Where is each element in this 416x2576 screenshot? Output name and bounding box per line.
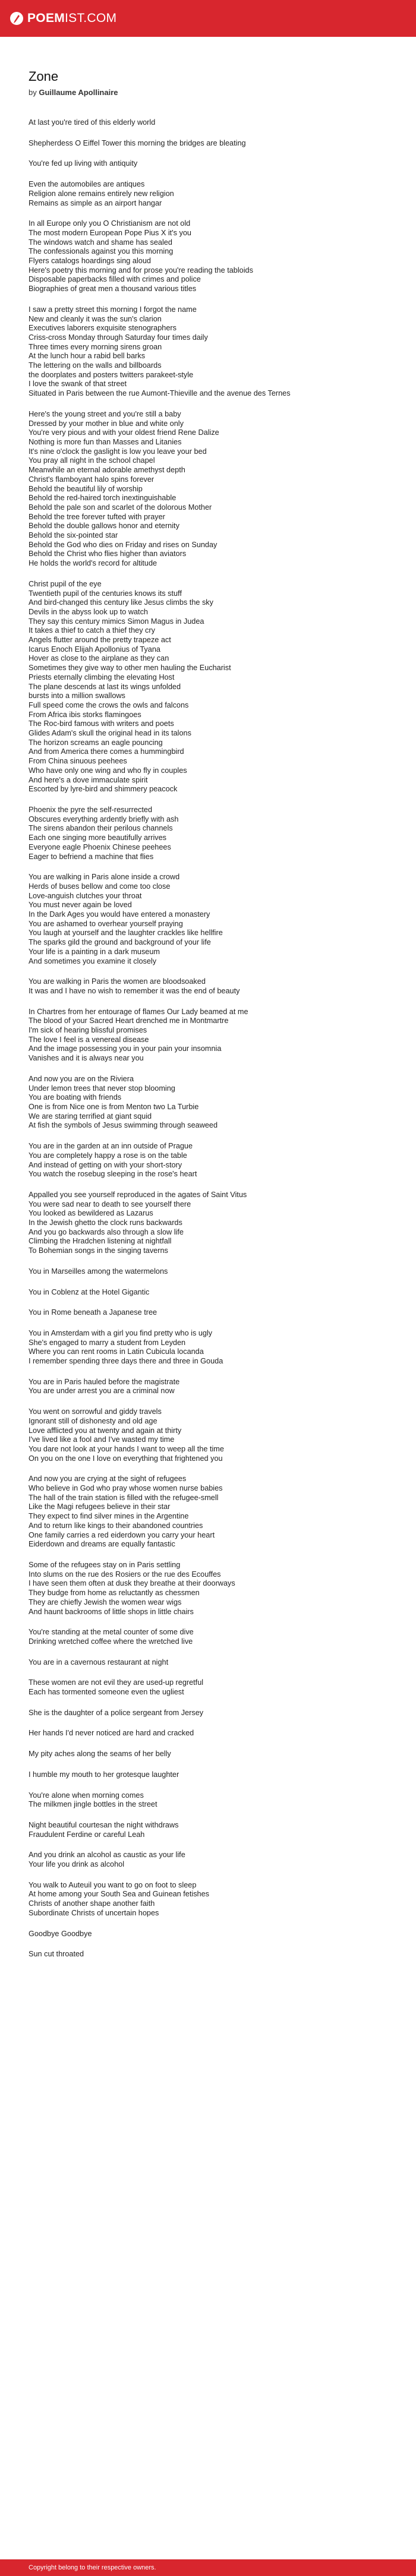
poem-stanza <box>29 806 391 861</box>
poem-line: Behold the pale son and scarlet of the dolorous Mother <box>29 503 212 512</box>
poem-line: Behold the God who dies on Friday and rises on Sunday <box>29 540 218 549</box>
stanza-gap <box>29 1131 391 1142</box>
poem-line: You walk to Auteuil you want to go on foot to sleep <box>29 1880 197 1889</box>
poem-line: Flyers catalogs hoardings sing aloud <box>29 257 151 266</box>
poem-line: Criss-cross Monday through Saturday four times daily <box>29 333 208 342</box>
poem-stanza <box>29 873 391 966</box>
poem-line: Your life you drink as alcohol <box>29 1860 125 1869</box>
poem-stanza <box>29 1950 391 1959</box>
poem-line: She's engaged to marry a student from Leyden <box>29 1338 186 1347</box>
poem-line: You are in a cavernous restaurant at night <box>29 1658 169 1666</box>
site-header <box>0 0 416 37</box>
poem-line: And to return like kings to their abandoned countries <box>29 1521 203 1530</box>
poem-line: Subordinate Christs of uncertain hopes <box>29 1908 159 1917</box>
poem-line: Behold the beautiful lily of worship <box>29 484 143 493</box>
poem-line: They expect to find silver mines in the Argentine <box>29 1512 189 1521</box>
poem-line: You watch the rosebug sleeping in the rose's heart <box>29 1170 197 1179</box>
poem-line: She is the daughter of a police sergeant from Jersey <box>29 1708 204 1717</box>
poem-line: You are in Paris hauled before the magistrate <box>29 1377 180 1386</box>
stanza-gap <box>29 1063 391 1075</box>
poem-line: You in Coblenz at the Hotel Gigantic <box>29 1287 150 1296</box>
stanza-gap <box>29 1396 391 1407</box>
poem-container <box>29 69 391 1959</box>
poem-line: Christs of another shape another faith <box>29 1899 155 1908</box>
poem-line: Love-anguish clutches your throat <box>29 891 142 900</box>
poem-byline <box>29 88 391 97</box>
poem-line: The hall of the train station is filled with the refugee-smell <box>29 1493 219 1502</box>
poem-line: Executives laborers exquisite stenographers <box>29 324 177 333</box>
poem-line: The Roc-bird famous with writers and poets <box>29 719 174 728</box>
poem-line: You are under arrest you are a criminal now <box>29 1387 175 1396</box>
poem-line: Biographies of great men a thousand various titles <box>29 285 197 293</box>
poem-line: And from America there comes a hummingbird <box>29 747 184 756</box>
poem-title: Zone <box>29 69 59 84</box>
poem-stanza <box>29 1770 391 1780</box>
poem-line: It was and I have no wish to remember it was the end of beauty <box>29 986 240 995</box>
poem-line: You're alone when morning comes <box>29 1791 144 1800</box>
poem-line: I remember spending three days there and three in Gouda <box>29 1357 223 1366</box>
stanza-gap <box>29 1318 391 1329</box>
poem-line: Your life is a painting in a dark museum <box>29 947 160 956</box>
poem-line: The windows watch and shame has sealed <box>29 238 172 247</box>
poem-line: You in Rome beneath a Japanese tree <box>29 1308 157 1317</box>
poem-line: On you on the one I love on everything that frightened you <box>29 1454 223 1463</box>
poem-line: Eiderdown and dreams are equally fantastic <box>29 1540 175 1549</box>
poem-stanza <box>29 1821 391 1839</box>
poem-line: Climbing the Hradchen listening at nightfall <box>29 1237 172 1246</box>
poem-stanza <box>29 410 391 569</box>
poem-line: You must never again be loved <box>29 901 132 910</box>
poem-line: Who believe in God who pray whose women nurse babies <box>29 1484 223 1493</box>
stanza-gap <box>29 399 391 410</box>
poem-line: To Bohemian songs in the singing taverns <box>29 1246 168 1255</box>
poem-line: Her hands I'd never noticed are hard and cracked <box>29 1729 194 1738</box>
poem-stanza <box>29 977 391 996</box>
brand-bold: POEM <box>27 11 65 25</box>
author-link[interactable]: Guillaume Apollinaire <box>39 88 118 97</box>
stanza-gap <box>29 1297 391 1308</box>
poem-line: Escorted by lyre-bird and shimmery peacock <box>29 785 178 794</box>
poem-line: The milkmen jingle bottles in the street <box>29 1800 157 1809</box>
poem-line: They budge from home as reluctantly as chessmen <box>29 1589 200 1598</box>
poem-line: My pity aches along the seams of her belly <box>29 1750 171 1759</box>
stanza-gap <box>29 1810 391 1821</box>
poem-line: You in Amsterdam with a girl you find pretty who is ugly <box>29 1328 213 1337</box>
poem-stanza <box>29 1075 391 1131</box>
stanza-gap <box>29 1870 391 1881</box>
poem-line: At fish the symbols of Jesus swimming through seaweed <box>29 1121 218 1130</box>
poem-stanza <box>29 1709 391 1718</box>
stanza-gap <box>29 1647 391 1658</box>
poem-line: And bird-changed this century like Jesus climbs the sky <box>29 598 213 607</box>
brand-light: IST.COM <box>65 11 117 25</box>
poem-line: Obscures everything ardently briefly with ash <box>29 815 179 823</box>
quill-icon <box>10 11 24 26</box>
poem-line: They say this century mimics Simon Magus in Judea <box>29 617 204 626</box>
poem-line: These women are not evil they are used-up regretful <box>29 1678 204 1687</box>
stanza-gap <box>29 1780 391 1791</box>
poem-line: Here's poetry this morning and for prose you're reading the tabloids <box>29 266 253 274</box>
stanza-gap <box>29 1277 391 1288</box>
poem-body <box>29 118 391 1959</box>
poem-line: Behold the Christ who flies higher than aviators <box>29 550 187 558</box>
site-logo[interactable] <box>10 11 116 26</box>
poem-line: In the Dark Ages you would have entered a monastery <box>29 910 210 919</box>
poem-stanza <box>29 1329 391 1366</box>
poem-stanza <box>29 1008 391 1063</box>
poem-line: Religion alone remains entirely new religion <box>29 189 174 198</box>
poem-stanza <box>29 305 391 399</box>
poem-stanza <box>29 1678 391 1697</box>
poem-line: You are walking in Paris alone inside a crowd <box>29 873 180 882</box>
stanza-gap <box>29 1179 391 1191</box>
poem-line: And you go backwards also through a slow life <box>29 1227 184 1236</box>
poem-line: Nothing is more fun than Masses and Litanies <box>29 437 182 446</box>
poem-line: Goodbye Goodbye <box>29 1929 92 1938</box>
poem-line: Eager to befriend a machine that flies <box>29 852 154 861</box>
poem-line: And the image possessing you in your pain your insomnia <box>29 1044 222 1053</box>
poem-stanza <box>29 1142 391 1179</box>
stanza-gap <box>29 1549 391 1561</box>
poem-line: One is from Nice one is from Menton two La Turbie <box>29 1102 199 1111</box>
poem-line: You're standing at the metal counter of some dive <box>29 1628 194 1637</box>
poem-line: Christ pupil of the eye <box>29 579 102 588</box>
stanza-gap <box>29 1667 391 1678</box>
poem-line: In Chartres from her entourage of flames Our Lady beamed at me <box>29 1007 248 1016</box>
stanza-gap <box>29 1617 391 1628</box>
poem-line: At last you're tired of this elderly world <box>29 118 156 127</box>
poem-line: And instead of getting on with your short-story <box>29 1160 182 1169</box>
poem-line: The confessionals against you this morning <box>29 247 174 256</box>
poem-stanza <box>29 1308 391 1318</box>
poem-line: Three times every morning sirens groan <box>29 342 162 351</box>
stanza-gap <box>29 1738 391 1750</box>
poem-line: the doorplates and posters twitters parakeet-style <box>29 370 194 379</box>
poem-line: Appalled you see yourself reproduced in the agates of Saint Vitus <box>29 1190 247 1199</box>
stanza-gap <box>29 148 391 159</box>
poem-line: I saw a pretty street this morning I forgot the name <box>29 305 197 314</box>
poem-line: You dare not look at your hands I want to weep all the time <box>29 1444 224 1453</box>
poem-line: Where you can rent rooms in Latin Cubicula locanda <box>29 1347 204 1356</box>
poem-line: Devils in the abyss look up to watch <box>29 607 148 616</box>
poem-line: Each has tormented someone even the ugliest <box>29 1688 184 1697</box>
poem-line: You laugh at yourself and the laughter crackles like hellfire <box>29 929 223 937</box>
poem-stanza <box>29 219 391 294</box>
poem-stanza <box>29 1658 391 1668</box>
poem-line: Behold the six-pointed star <box>29 531 118 540</box>
poem-line: It takes a thief to catch a thief they cry <box>29 626 155 635</box>
poem-line: And haunt backrooms of little shops in little chairs <box>29 1607 194 1616</box>
poem-line: You are completely happy a rose is on the table <box>29 1151 187 1160</box>
poem-stanza <box>29 159 391 169</box>
stanza-gap <box>29 794 391 806</box>
poem-line: The sirens abandon their perilous channels <box>29 824 173 833</box>
poem-line: I humble my mouth to her grotesque laughter <box>29 1770 179 1779</box>
poem-line: At home among your South Sea and Guinean fetishes <box>29 1890 209 1899</box>
poem-line: The lettering on the walls and billboards <box>29 361 162 370</box>
poem-stanza <box>29 180 391 208</box>
poem-line: The blood of your Sacred Heart drenched me in Montmartre <box>29 1016 229 1025</box>
poem-line: Angels flutter around the pretty trapeze act <box>29 636 171 645</box>
poem-line: Meanwhile an eternal adorable amethyst depth <box>29 466 185 475</box>
poem-line: Everyone eagle Phoenix Chinese peehees <box>29 842 171 851</box>
stanza-gap <box>29 1939 391 1950</box>
byline-prefix: by <box>29 88 39 97</box>
poem-line: I have seen them often at dusk they breathe at their doorways <box>29 1579 235 1588</box>
poem-line: Behold the red-haired torch inextinguishable <box>29 494 177 503</box>
poem-stanza <box>29 1191 391 1256</box>
poem-line: Shepherdess O Eiffel Tower this morning the bridges are bleating <box>29 138 246 147</box>
stanza-gap <box>29 1256 391 1267</box>
poem-line: Some of the refugees stay on in Paris settling <box>29 1561 181 1569</box>
poem-line: Hover as close to the airplane as they can <box>29 654 169 663</box>
poem-line: He holds the world's record for altitude <box>29 559 157 568</box>
stanza-gap <box>29 569 391 580</box>
poem-stanza <box>29 1288 391 1298</box>
stanza-gap <box>29 128 391 139</box>
poem-stanza <box>29 1851 391 1869</box>
poem-line: Christ's flamboyant halo spins forever <box>29 475 155 484</box>
poem-line: Ignorant still of dishonesty and old age <box>29 1416 157 1425</box>
poem-line: Vanishes and it is always near you <box>29 1054 144 1063</box>
poem-stanza <box>29 1407 391 1463</box>
poem-line: Full speed come the crows the owls and falcons <box>29 700 189 709</box>
poem-stanza <box>29 1475 391 1549</box>
poem-stanza <box>29 1729 391 1738</box>
poem-line: New and cleanly it was the sun's clarion <box>29 314 162 323</box>
poem-line: Fraudulent Ferdine or careful Leah <box>29 1830 145 1839</box>
stanza-gap <box>29 966 391 977</box>
poem-line: Behold the double gallows honor and eternity <box>29 522 179 531</box>
poem-line: Disposable paperbacks filled with crimes and police <box>29 275 201 284</box>
poem-line: Into slums on the rue des Rosiers or the rue des Ecouffes <box>29 1570 221 1579</box>
poem-stanza <box>29 580 391 794</box>
poem-line: One family carries a red eiderdown you carry your heart <box>29 1530 215 1539</box>
stanza-gap <box>29 996 391 1008</box>
poem-line: Each one singing more beautifully arrives <box>29 834 167 842</box>
poem-line: And now you are on the Riviera <box>29 1074 134 1083</box>
poem-line: They are chiefly Jewish the women wear wigs <box>29 1598 182 1606</box>
poem-line: In the Jewish ghetto the clock runs backwards <box>29 1218 182 1227</box>
poem-line: Herds of buses bellow and come too close <box>29 882 171 891</box>
poem-line: We are staring terrified at giant squid <box>29 1112 152 1120</box>
poem-line: You looked as bewildered as Lazarus <box>29 1209 153 1218</box>
stanza-gap <box>29 1718 391 1729</box>
poem-line: Priests eternally climbing the elevating Host <box>29 673 175 681</box>
poem-line: Like the Magi refugees believe in their star <box>29 1502 171 1511</box>
poem-line: Sometimes they give way to other men hauling the Eucharist <box>29 664 231 673</box>
poem-line: The love I feel is a venereal disease <box>29 1035 149 1044</box>
poem-line: bursts into a million swallows <box>29 692 125 700</box>
poem-stanza <box>29 1378 391 1396</box>
stanza-gap <box>29 169 391 180</box>
poem-line: It's nine o'clock the gaslight is low you leave your bed <box>29 447 207 456</box>
stanza-gap <box>29 1463 391 1475</box>
poem-line: You're very pious and with your oldest friend Rene Dalize <box>29 428 219 437</box>
poem-line: Here's the young street and you're still a baby <box>29 409 181 418</box>
poem-line: Who have only one wing and who fly in couples <box>29 766 187 775</box>
footer-copyright: Copyright belong to their respective owners. <box>29 2564 156 2571</box>
poem-stanza <box>29 139 391 149</box>
poem-line: Remains as simple as an airport hangar <box>29 198 162 207</box>
poem-line: The horizon screams an eagle pouncing <box>29 738 163 747</box>
stanza-gap <box>29 1759 391 1770</box>
poem-line: From China sinuous peehees <box>29 757 127 766</box>
poem-line: And sometimes you examine it closely <box>29 956 157 965</box>
poem-stanza <box>29 1930 391 1939</box>
poem-line: I've lived like a fool and I've wasted my time <box>29 1435 175 1444</box>
poem-line: You're fed up living with antiquity <box>29 159 138 168</box>
poem-line: Behold the tree forever tufted with prayer <box>29 512 165 521</box>
poem-line: At the lunch hour a rabid bell barks <box>29 352 146 361</box>
stanza-gap <box>29 208 391 219</box>
poem-line: You are boating with friends <box>29 1093 122 1102</box>
poem-line: You are walking in Paris the women are bloodsoaked <box>29 977 206 986</box>
poem-line: And here's a dove immaculate spirit <box>29 775 148 784</box>
poem-line: Phoenix the pyre the self-resurrected <box>29 806 153 814</box>
poem-line: You in Marseilles among the watermelons <box>29 1267 168 1276</box>
poem-line: Twentieth pupil of the centuries knows its stuff <box>29 589 182 598</box>
poem-line: You are ashamed to overhear yourself praying <box>29 919 183 928</box>
poem-line: Drinking wretched coffee where the wretched live <box>29 1637 193 1646</box>
poem-line: Even the automobiles are antiques <box>29 180 145 189</box>
poem-stanza <box>29 118 391 128</box>
poem-line: You were sad near to death to see yourself there <box>29 1199 191 1208</box>
poem-stanza <box>29 1881 391 1918</box>
poem-line: Situated in Paris between the rue Aumont-Thieville and the avenue des Ternes <box>29 389 291 398</box>
stanza-gap <box>29 1839 391 1851</box>
poem-stanza <box>29 1628 391 1646</box>
stanza-gap <box>29 1366 391 1378</box>
poem-stanza <box>29 1267 391 1277</box>
poem-line: You pray all night in the school chapel <box>29 456 155 465</box>
poem-stanza <box>29 1750 391 1759</box>
poem-line: In all Europe only you O Christianism are not old <box>29 219 191 228</box>
poem-line: You went on sorrowful and giddy travels <box>29 1407 162 1416</box>
poem-line: And you drink an alcohol as caustic as your life <box>29 1851 185 1860</box>
stanza-gap <box>29 1697 391 1709</box>
poem-line: Dressed by your mother in blue and white only <box>29 419 184 428</box>
poem-line: You are in the garden at an inn outside of Prague <box>29 1142 193 1151</box>
brand-name <box>27 11 116 26</box>
poem-line: The most modern European Pope Pius X it's you <box>29 228 191 237</box>
poem-line: The plane descends at last its wings unfolded <box>29 682 181 691</box>
poem-line: From Africa ibis storks flamingoes <box>29 710 141 719</box>
poem-line: And now you are crying at the sight of refugees <box>29 1475 187 1483</box>
poem-line: I love the swank of that street <box>29 380 127 389</box>
poem-line: Icarus Enoch Elijah Apollonius of Tyana <box>29 645 160 654</box>
poem-stanza <box>29 1561 391 1617</box>
poem-line: Sun cut throated <box>29 1950 84 1959</box>
site-footer <box>0 2559 416 2576</box>
poem-stanza <box>29 1791 391 1810</box>
poem-line: Love afflicted you at twenty and again at thirty <box>29 1426 182 1435</box>
poem-line: Under lemon trees that never stop blooming <box>29 1084 175 1093</box>
stanza-gap <box>29 1918 391 1930</box>
poem-line: The sparks gild the ground and background of your life <box>29 938 211 947</box>
stanza-gap <box>29 861 391 873</box>
poem-line: Glides Adam's skull the original head in its talons <box>29 729 191 738</box>
poem-line: Night beautiful courtesan the night withdraws <box>29 1820 179 1829</box>
poem-line: I'm sick of hearing blissful promises <box>29 1026 147 1035</box>
stanza-gap <box>29 294 391 305</box>
